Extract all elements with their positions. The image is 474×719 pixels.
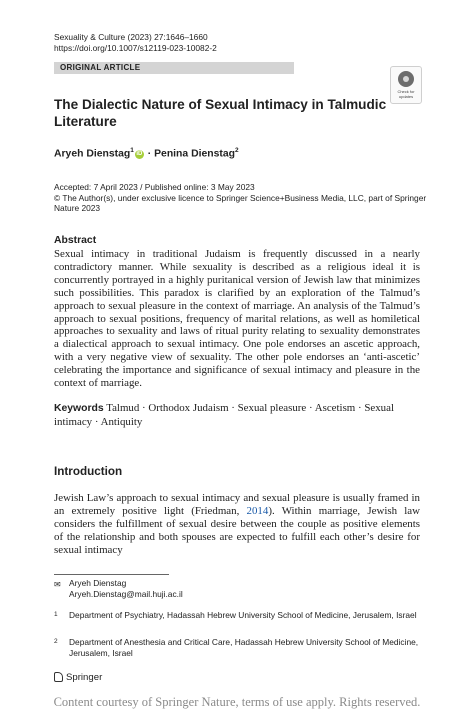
author-separator: · (147, 148, 152, 160)
article-title: The Dialectic Nature of Sexual Intimacy in Talmudic Literature (54, 97, 387, 129)
abstract-text: Sexual intimacy in traditional Judaism is frequently discussed in a nearly contradictory manner. While sexuality is described as a religious ideal it is concurrently portrayed in a highly puritanical version of Jewish law that minimizes such possibilities. This paradox is clarified by an exploration of the Talmud’s approach to sexual pleasure in the context of marriage. An analysis of the Talmud’s approach to sexual positions, frequency of marital relations, as well as homiletical approaches to sexuality and laws of ritual purity relating to sexuality demonstrates a dialectical approach to sexual intimacy. One pole endorses an ascetic approach, with a very negative view of sexuality. The other pole endorses an ‘anti-ascetic’ celebrating the importance and significance of sexual intimacy and pleasure in the context of marriage. (54, 248, 420, 390)
keywords-list: Talmud · Orthodox Judaism · Sexual pleasure · Ascetism · Sexual intimacy · Antiquity (54, 402, 394, 428)
journal-info (54, 32, 217, 54)
copyright-line: © The Author(s), under exclusive licence to Springer Science+Business Media, LLC, part of Springer Nature 2023 (54, 192, 427, 213)
intro-text-part: Jewish Law’s approach to sexual intimacy and sexual pleasure is usually framed in an extremely positive light (Friedman, (54, 492, 420, 517)
affiliation-number: 2 (54, 638, 58, 645)
affiliation-text: Department of Psychiatry, Hadassah Hebrew University School of Medicine, Jerusalem, Israel (69, 610, 417, 620)
abstract-heading: Abstract (54, 235, 97, 246)
affiliation-number: 1 (54, 611, 58, 618)
courtesy-footer: Content courtesy of Springer Nature, terms of use apply. Rights reserved. (53, 695, 421, 709)
citation-link[interactable]: 2014 (246, 504, 269, 517)
publisher-logo (54, 672, 102, 684)
keywords-label: Keywords (54, 403, 104, 414)
publisher-name: Springer (66, 672, 103, 683)
introduction-text (54, 492, 420, 557)
article-type-bar (54, 62, 294, 74)
journal-citation: Sexuality & Culture (2023) 27:1646–1660 (54, 32, 208, 42)
orcid-icon[interactable]: iD (136, 151, 143, 158)
affiliation-text: Department of Anesthesia and Critical Care, Hadassah Hebrew University School of Medicine, Jerusalem, Israel (69, 637, 419, 658)
check-updates-label: Check for updates (397, 89, 415, 99)
dates-line: Accepted: 7 April 2023 / Published online: 3 May 2023 (54, 182, 255, 192)
introduction-heading: Introduction (54, 465, 123, 478)
intro-text-part: ). Within marriage, Jewish law considers the fulfillment of sexual desire between the couple as positive elements of the relationship and both spouses are expected to fulfill each other’s desire for sexual intimacy (54, 504, 420, 556)
corresponding-author-name: Aryeh Dienstag (69, 578, 127, 588)
publication-dates (54, 182, 434, 214)
author-list (54, 147, 239, 159)
author-name[interactable]: Penina Dienstag (154, 148, 235, 160)
affiliation-marker: 1 (130, 147, 134, 154)
corresponding-author-email[interactable]: Aryeh.Dienstag@mail.huji.ac.il (69, 589, 183, 599)
footnote-divider (54, 574, 169, 575)
affiliation-marker: 2 (234, 147, 239, 154)
springer-horse-icon (54, 672, 63, 682)
doi-link[interactable]: https://doi.org/10.1007/s12119-023-10082-2 (54, 43, 217, 53)
affiliation (54, 636, 424, 660)
check-updates-icon (398, 71, 414, 87)
check-for-updates-badge[interactable] (390, 66, 422, 104)
keywords-section (54, 402, 420, 429)
affiliation (54, 609, 424, 633)
article-type-label: ORIGINAL ARTICLE (60, 63, 141, 72)
envelope-icon: ✉ (54, 580, 61, 589)
author-name[interactable]: Aryeh Dienstag (54, 148, 131, 160)
